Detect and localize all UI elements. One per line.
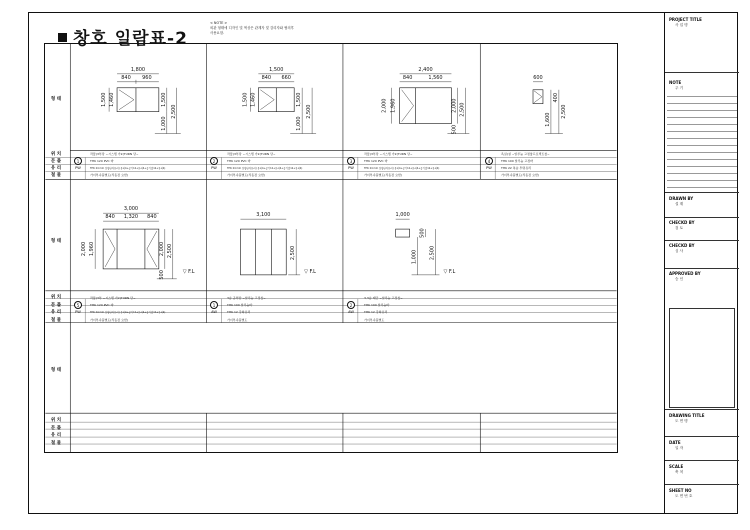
w2-door-frame: THK 120 PVC 바 — [227, 159, 251, 163]
w3-hardware: 가이부속품별도(작동장 요함) — [364, 173, 403, 177]
aw1-door-frame: THK 100 알루늄바 — [227, 303, 253, 307]
w1-height-total: 2,500 — [170, 104, 177, 119]
w5-glass: THK 24 mm 성형판지유리 (유리4+공기12+유리4+공기밀12+유리4) — [90, 311, 166, 314]
w5-width-b: 1,320 — [123, 214, 139, 221]
label-shape-3: 형 태 — [50, 368, 62, 373]
square-bullet-icon — [58, 33, 67, 42]
w4-hardware: 가이부속품별도(작동장 요함) — [501, 173, 540, 177]
checked-by-value-2: 심 사 — [675, 249, 684, 253]
label-glass-3: 유 리 — [50, 433, 62, 438]
label-hardware-2: 철 물 — [50, 318, 62, 323]
w2-width-b: 660 — [281, 74, 291, 81]
window-elevation-w1 — [109, 74, 181, 134]
label-location-2: 위 치 — [50, 295, 62, 300]
checked-by-value-1: 검 토 — [675, 226, 684, 230]
w4-code-circle: 4 — [485, 157, 493, 165]
note-label: NOTE — [669, 80, 682, 85]
w4-code-type: PW — [486, 166, 492, 170]
w2-glass: THK 24 mm 성형판지유리 (유리4+공기12+유리4+공기밀12+유리4) — [227, 167, 303, 170]
aw2-width-total: 1,000 — [395, 212, 410, 219]
label-door-3: 문 틀 — [50, 426, 62, 431]
window-schedule-grid — [44, 43, 618, 453]
w5-height-left: 2,000 — [81, 241, 88, 257]
drawing-title-value: 도 면 명 — [675, 419, 688, 423]
approved-by-label: APPROVED BY — [669, 271, 701, 276]
window-elevation-w3 — [392, 74, 470, 134]
w5-height-total: 2,500 — [166, 243, 173, 259]
w2-height-left: 1,500 — [242, 92, 249, 107]
w4-height-total: 2,500 — [560, 104, 567, 119]
w5-hardware: 가이부속품별도(작동장 요함) — [90, 318, 129, 322]
w5-code-type: PW — [75, 310, 81, 314]
checked-by-label-1: CHECKD BY — [669, 220, 695, 225]
w1-width-a: 840 — [121, 74, 131, 81]
label-door-2: 문 틀 — [50, 303, 62, 308]
w1-height-right: 1,500 — [160, 92, 167, 107]
aw1-glass: THK 12 강화유리 — [227, 310, 251, 314]
scale-value: 축 척 — [675, 470, 684, 474]
w1-sill-height: 1,000 — [160, 116, 167, 131]
label-location-1: 위 치 — [50, 152, 62, 157]
w5-height-right: 2,000 — [158, 241, 165, 257]
label-hardware-1: 철 물 — [50, 173, 62, 178]
aw1-hardware: 가이부속품별도 — [227, 318, 248, 322]
note-heading: < NOTE > — [210, 21, 228, 25]
w2-code-circle: 2 — [210, 157, 218, 165]
w2-height-total: 2,500 — [306, 104, 313, 119]
aw2-door-frame: THK 100 알루늄바 — [364, 303, 390, 307]
drawn-by-value: 설 계 — [675, 202, 684, 206]
w1-door-frame: THK 120 PVC 바 — [90, 159, 114, 163]
w5-width-a: 840 — [105, 214, 115, 221]
w1-height-mid: 1,460 — [109, 92, 116, 107]
w1-width-total: 1,800 — [130, 66, 146, 73]
w2-sill-height: 1,000 — [296, 116, 303, 131]
w4-height-window: 400 — [552, 92, 559, 103]
date-value: 일 자 — [675, 446, 684, 450]
project-title-value: 사 업 명 — [675, 23, 688, 27]
w5-code-circle: 5 — [74, 301, 82, 309]
w3-glass: THK 24 mm 성형판지유리 (유리4+공기12+유리4+공기밀12+유리4) — [364, 167, 440, 170]
label-shape-1: 형 태 — [50, 97, 62, 102]
label-shape-2: 형 태 — [50, 239, 62, 244]
w5-sill-height: 500 — [158, 270, 165, 280]
w4-location: 욕실(설 ~알루늄 고정창프로젝트창~ — [501, 152, 550, 156]
approved-by-value: 승 인 — [675, 277, 684, 281]
w2-hardware: 가이부속품별도(작동장 요함) — [227, 173, 266, 177]
w3-width-b: 1,560 — [428, 74, 443, 81]
w2-code-type: PW — [211, 166, 217, 170]
w1-code-circle: 1 — [74, 157, 82, 165]
aw2-height-total: 2,500 — [429, 245, 436, 261]
w2-height-right: 1,500 — [296, 92, 303, 107]
checked-by-label-2: CHECKD BY — [669, 243, 695, 248]
drawn-by-label: DRAWN BY — [669, 196, 694, 201]
label-location-3: 위 치 — [50, 418, 62, 423]
w5-width-c: 840 — [147, 214, 157, 221]
aw2-code-circle: 2 — [347, 301, 355, 309]
aw1-height-total: 2,500 — [290, 245, 297, 261]
aw1-location: 3층 공부방 ~알루늄 고정창~ — [227, 296, 266, 300]
aw1-width-total: 3,100 — [256, 212, 271, 219]
aw1-code-type: AW — [211, 310, 217, 314]
aw2-location: 3,3층 계단 ~알루늄 고정창~ — [364, 296, 403, 300]
aw1-code-circle: 1 — [210, 301, 218, 309]
w3-door-frame: THK 120 PVC 바 — [364, 159, 388, 163]
note-value: 주 기 — [675, 86, 684, 90]
w5-location: 작물(3부 ~시스템 가2(TURN 당~ — [90, 296, 136, 300]
w3-height-left: 2,000 — [381, 98, 388, 113]
scale-label: SCALE — [669, 464, 684, 469]
w4-sill-height: 1,600 — [544, 112, 551, 127]
w2-location: 작물(3부당 ~시스템 가2(TURN 당~ — [227, 152, 276, 156]
aw2-code-type: AW — [348, 310, 354, 314]
drawing-title-label: DRAWING TITLE — [669, 413, 705, 418]
w4-glass: THK 22 복층 투명유리 — [501, 166, 532, 170]
aw2-sill-height: 1,000 — [411, 249, 418, 265]
w3-width-total: 2,400 — [418, 66, 433, 73]
date-label: DATE — [669, 440, 681, 445]
title-text: 창호 일람표-2 — [73, 29, 188, 49]
w2-width-a: 840 — [261, 74, 272, 81]
aw1-floor-level: ▽ F.L — [304, 268, 316, 275]
label-glass-2: 유 리 — [50, 310, 62, 315]
w3-location: 작물(3부당 ~시스템 가2(TURN 당~ — [364, 152, 413, 156]
note-line-2: 사용요함. — [210, 31, 225, 35]
label-glass-1: 유 리 — [50, 166, 62, 171]
w1-code-type: PW — [75, 166, 81, 170]
w3-code-circle: 3 — [347, 157, 355, 165]
w1-glass: THK 24 mm 성형판지유리 (유리4+공기12+유리4+공기밀12+유리4) — [90, 167, 166, 170]
window-elevation-w2 — [250, 74, 316, 134]
w3-height-mid: 1,960 — [390, 98, 397, 113]
sheet-no-label: SHEET NO — [669, 488, 692, 493]
label-hardware-3: 철 물 — [50, 441, 62, 446]
w1-location: 작물(3부당 ~시스템 가2(TURN 당~ — [90, 152, 139, 156]
w2-width-total: 1,500 — [269, 66, 284, 73]
w3-width-a: 840 — [402, 74, 413, 81]
project-title-label: PROJECT TITLE — [669, 17, 702, 22]
w4-door-frame: THK 100 알루늄 고정바 — [501, 159, 534, 163]
general-note — [210, 21, 294, 36]
w1-hardware: 가이부속품별도(작동장 요함) — [90, 173, 129, 177]
w3-height-total: 2,500 — [459, 102, 466, 117]
w1-width-b: 960 — [142, 74, 152, 81]
w5-height-mid: 1,960 — [89, 241, 96, 257]
label-door-1: 문 틀 — [50, 159, 62, 164]
aw2-hardware: 가이부속품별도 — [364, 318, 385, 322]
w5-width-total: 3,000 — [123, 206, 139, 213]
aw2-glass: THK 12 강화유리 — [364, 310, 388, 314]
w5-door-frame: THK 120 PVC 바 — [90, 303, 114, 307]
aw2-floor-level: ▽ F.L — [443, 268, 456, 275]
note-line-1: 외관 형태에 디자인 및 색상은 관계자 및 감리자와 협의후 — [210, 26, 294, 30]
w3-code-type: PW — [348, 166, 354, 170]
w4-width-total: 600 — [533, 74, 543, 81]
w3-sill-height: 500 — [451, 124, 458, 135]
w1-height-left: 1,500 — [101, 92, 108, 107]
sheet-no-value: 도 면 번 호 — [675, 494, 693, 498]
w5-floor-level: ▽ F.L — [182, 268, 195, 275]
approval-stamp-box — [669, 308, 735, 408]
w2-height-mid: 1,460 — [250, 92, 257, 107]
aw2-height-window: 500 — [419, 228, 426, 238]
w3-height-right: 2,000 — [451, 98, 458, 113]
title-block — [664, 12, 739, 514]
